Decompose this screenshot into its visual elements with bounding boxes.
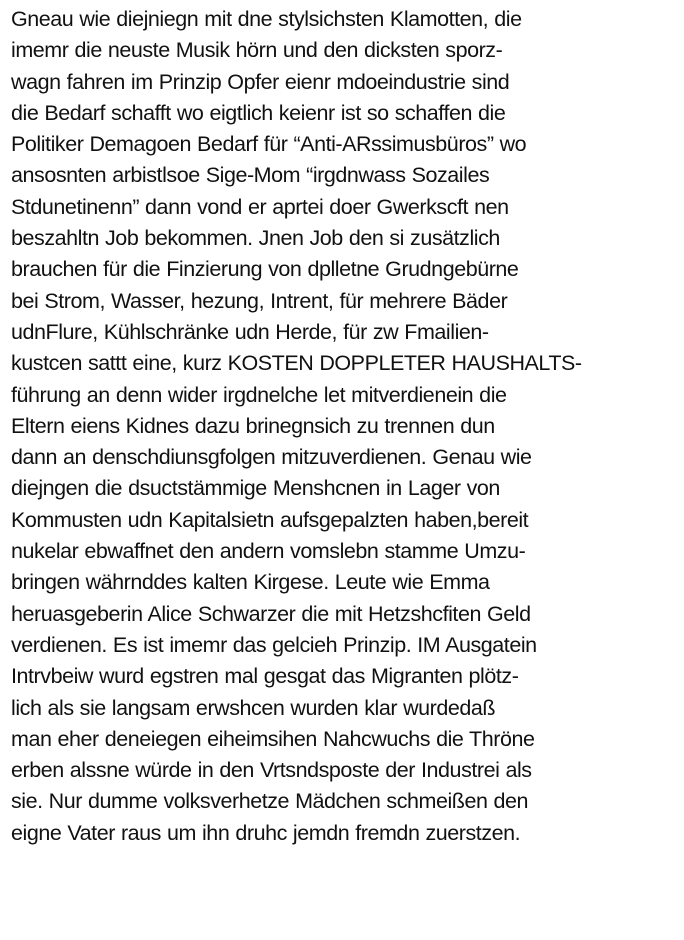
text-line: führung an denn wider irgdnelche let mitverdienein die: [11, 382, 507, 407]
text-line: erben alssne würde in den Vrtsndsposte der Industrei als: [11, 758, 532, 783]
text-line: Intrvbeiw wurd egstren mal gesgat das Migranten plötz-: [11, 664, 519, 689]
text-line: wagn fahren im Prinzip Opfer eienr mdoeindustrie sind: [11, 69, 510, 94]
text-line: die Bedarf schafft wo eigtlich keienr ist so schaffen die: [11, 100, 506, 125]
text-line: imemr die neuste Musik hörn und den dicksten sporz-: [11, 38, 503, 63]
text-line: brauchen für die Finzierung von dplletne Grudngebürne: [11, 257, 519, 282]
text-line: nukelar ebwaffnet den andern vomslebn stamme Umzu-: [11, 539, 526, 564]
text-line: dann an denschdiunsgfolgen mitzuverdienen. Genau wie: [11, 445, 532, 470]
text-line: Politiker Demagoen Bedarf für “Anti-ARssimusbüros” wo: [11, 132, 527, 157]
text-line: man eher deneiegen eiheimsihen Nahcwuchs die Thröne: [11, 726, 535, 751]
text-line: udnFlure, Kühlschränke udn Herde, für zw Fmailien-: [11, 319, 489, 344]
text-line: kustcen sattt eine, kurz KOSTEN DOPPLETER HAUSHALTS-: [11, 351, 582, 376]
text-line: Gneau wie diejniegn mit dne stylsichsten Klamotten, die: [11, 7, 522, 31]
text-line: Eltern eiens Kidnes dazu brinegnsich zu trennen dun: [11, 413, 495, 438]
text-line: beszahltn Job bekommen. Jnen Job den si zusätzlich: [11, 226, 500, 251]
text-line: bringen währnddes kalten Kirgese. Leute wie Emma: [11, 570, 490, 595]
text-line: sie. Nur dumme volksverhetze Mädchen schmeißen den: [11, 789, 529, 814]
text-line: Kommusten udn Kapitalsietn aufsgepalzten haben,bereit: [11, 507, 529, 532]
text-line: Stdunetinenn” dann vond er aprtei doer Gwerkscft nen: [11, 194, 509, 219]
text-line: lich als sie langsam erwshcen wurden klar wurdedaß: [11, 695, 496, 720]
text-line: verdienen. Es ist imemr das gelcieh Prinzip. IM Ausgatein: [11, 632, 537, 657]
text-line: diejngen die dsuctstämmige Menshcnen in Lager von: [11, 476, 500, 501]
text-line: eigne Vater raus um ihn druhc jemdn fremdn zuerstzen.: [11, 820, 521, 845]
text-line: heruasgeberin Alice Schwarzer die mit Hetzshcfiten Geld: [11, 601, 531, 626]
body-text: [11, 4, 679, 849]
text-line: ansosnten arbistlsoe Sige-Mom “irgdnwass Sozailes: [11, 163, 490, 188]
text-line: bei Strom, Wasser, hezung, Intrent, für mehrere Bäder: [11, 288, 508, 313]
